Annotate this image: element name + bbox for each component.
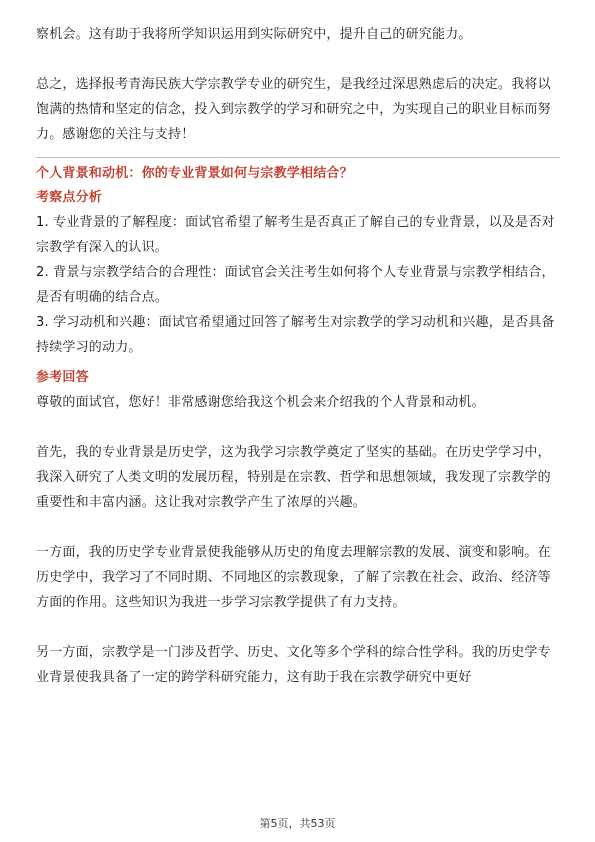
analysis-item: 3. 学习动机和兴趣：面试官希望通过回答了解考生对宗教学的学习动机和兴趣，是否具备持续学习的动力。	[36, 315, 555, 355]
answer-paragraph: 尊敬的面试官，您好！非常感谢您给我这个机会来介绍我的个人背景和动机。	[36, 395, 485, 410]
answer-paragraph: 另一方面，宗教学是一门涉及哲学、历史、文化等多个学科的综合性学科。我的历史学专业背景使我具备了一定的跨学科研究能力，这有助于我在宗教学研究中更好	[36, 645, 551, 685]
analysis-heading: 考察点分析	[36, 190, 103, 205]
answer-paragraph: 首先，我的专业背景是历史学，这为我学习宗教学奠定了坚实的基础。在历史学学习中，我深入研究了人类文明的发展历程，特别是在宗教、哲学和思想领域，我发现了宗教学的重要性和丰富内涵。这让我对宗教学产生了浓厚的兴趣。	[36, 445, 551, 510]
analysis-item: 1. 专业背景的了解程度：面试官希望了解考生是否真正了解自己的专业背景，以及是否对宗教学有深入的认识。	[36, 215, 555, 255]
paragraph: 总之，选择报考青海民族大学宗教学专业的研究生，是我经过深思熟虑后的决定。我将以饱满的热情和坚定的信念，投入到宗教学的学习和研究之中，为实现自己的职业目标而努力。感谢您的关注与支持！	[36, 77, 551, 142]
paragraph: 察机会。这有助于我将所学知识运用到实际研究中，提升自己的研究能力。	[36, 27, 472, 42]
page-number: 第5页，共53页	[259, 817, 336, 830]
question-title: 个人背景和动机：你的专业背景如何与宗教学相结合？	[36, 166, 353, 181]
answer-heading: 参考回答	[36, 370, 89, 385]
document-page	[36, 22, 560, 690]
section-divider	[36, 157, 560, 158]
answer-paragraph: 一方面，我的历史学专业背景使我能够从历史的角度去理解宗教的发展、演变和影响。在历史学中，我学习了不同时期、不同地区的宗教现象，了解了宗教在社会、政治、经济等方面的作用。这些知识为我进一步学习宗教学提供了有力支持。	[36, 545, 551, 610]
analysis-item: 2. 背景与宗教学结合的合理性：面试官会关注考生如何将个人专业背景与宗教学相结合，是否有明确的结合点。	[36, 265, 555, 305]
